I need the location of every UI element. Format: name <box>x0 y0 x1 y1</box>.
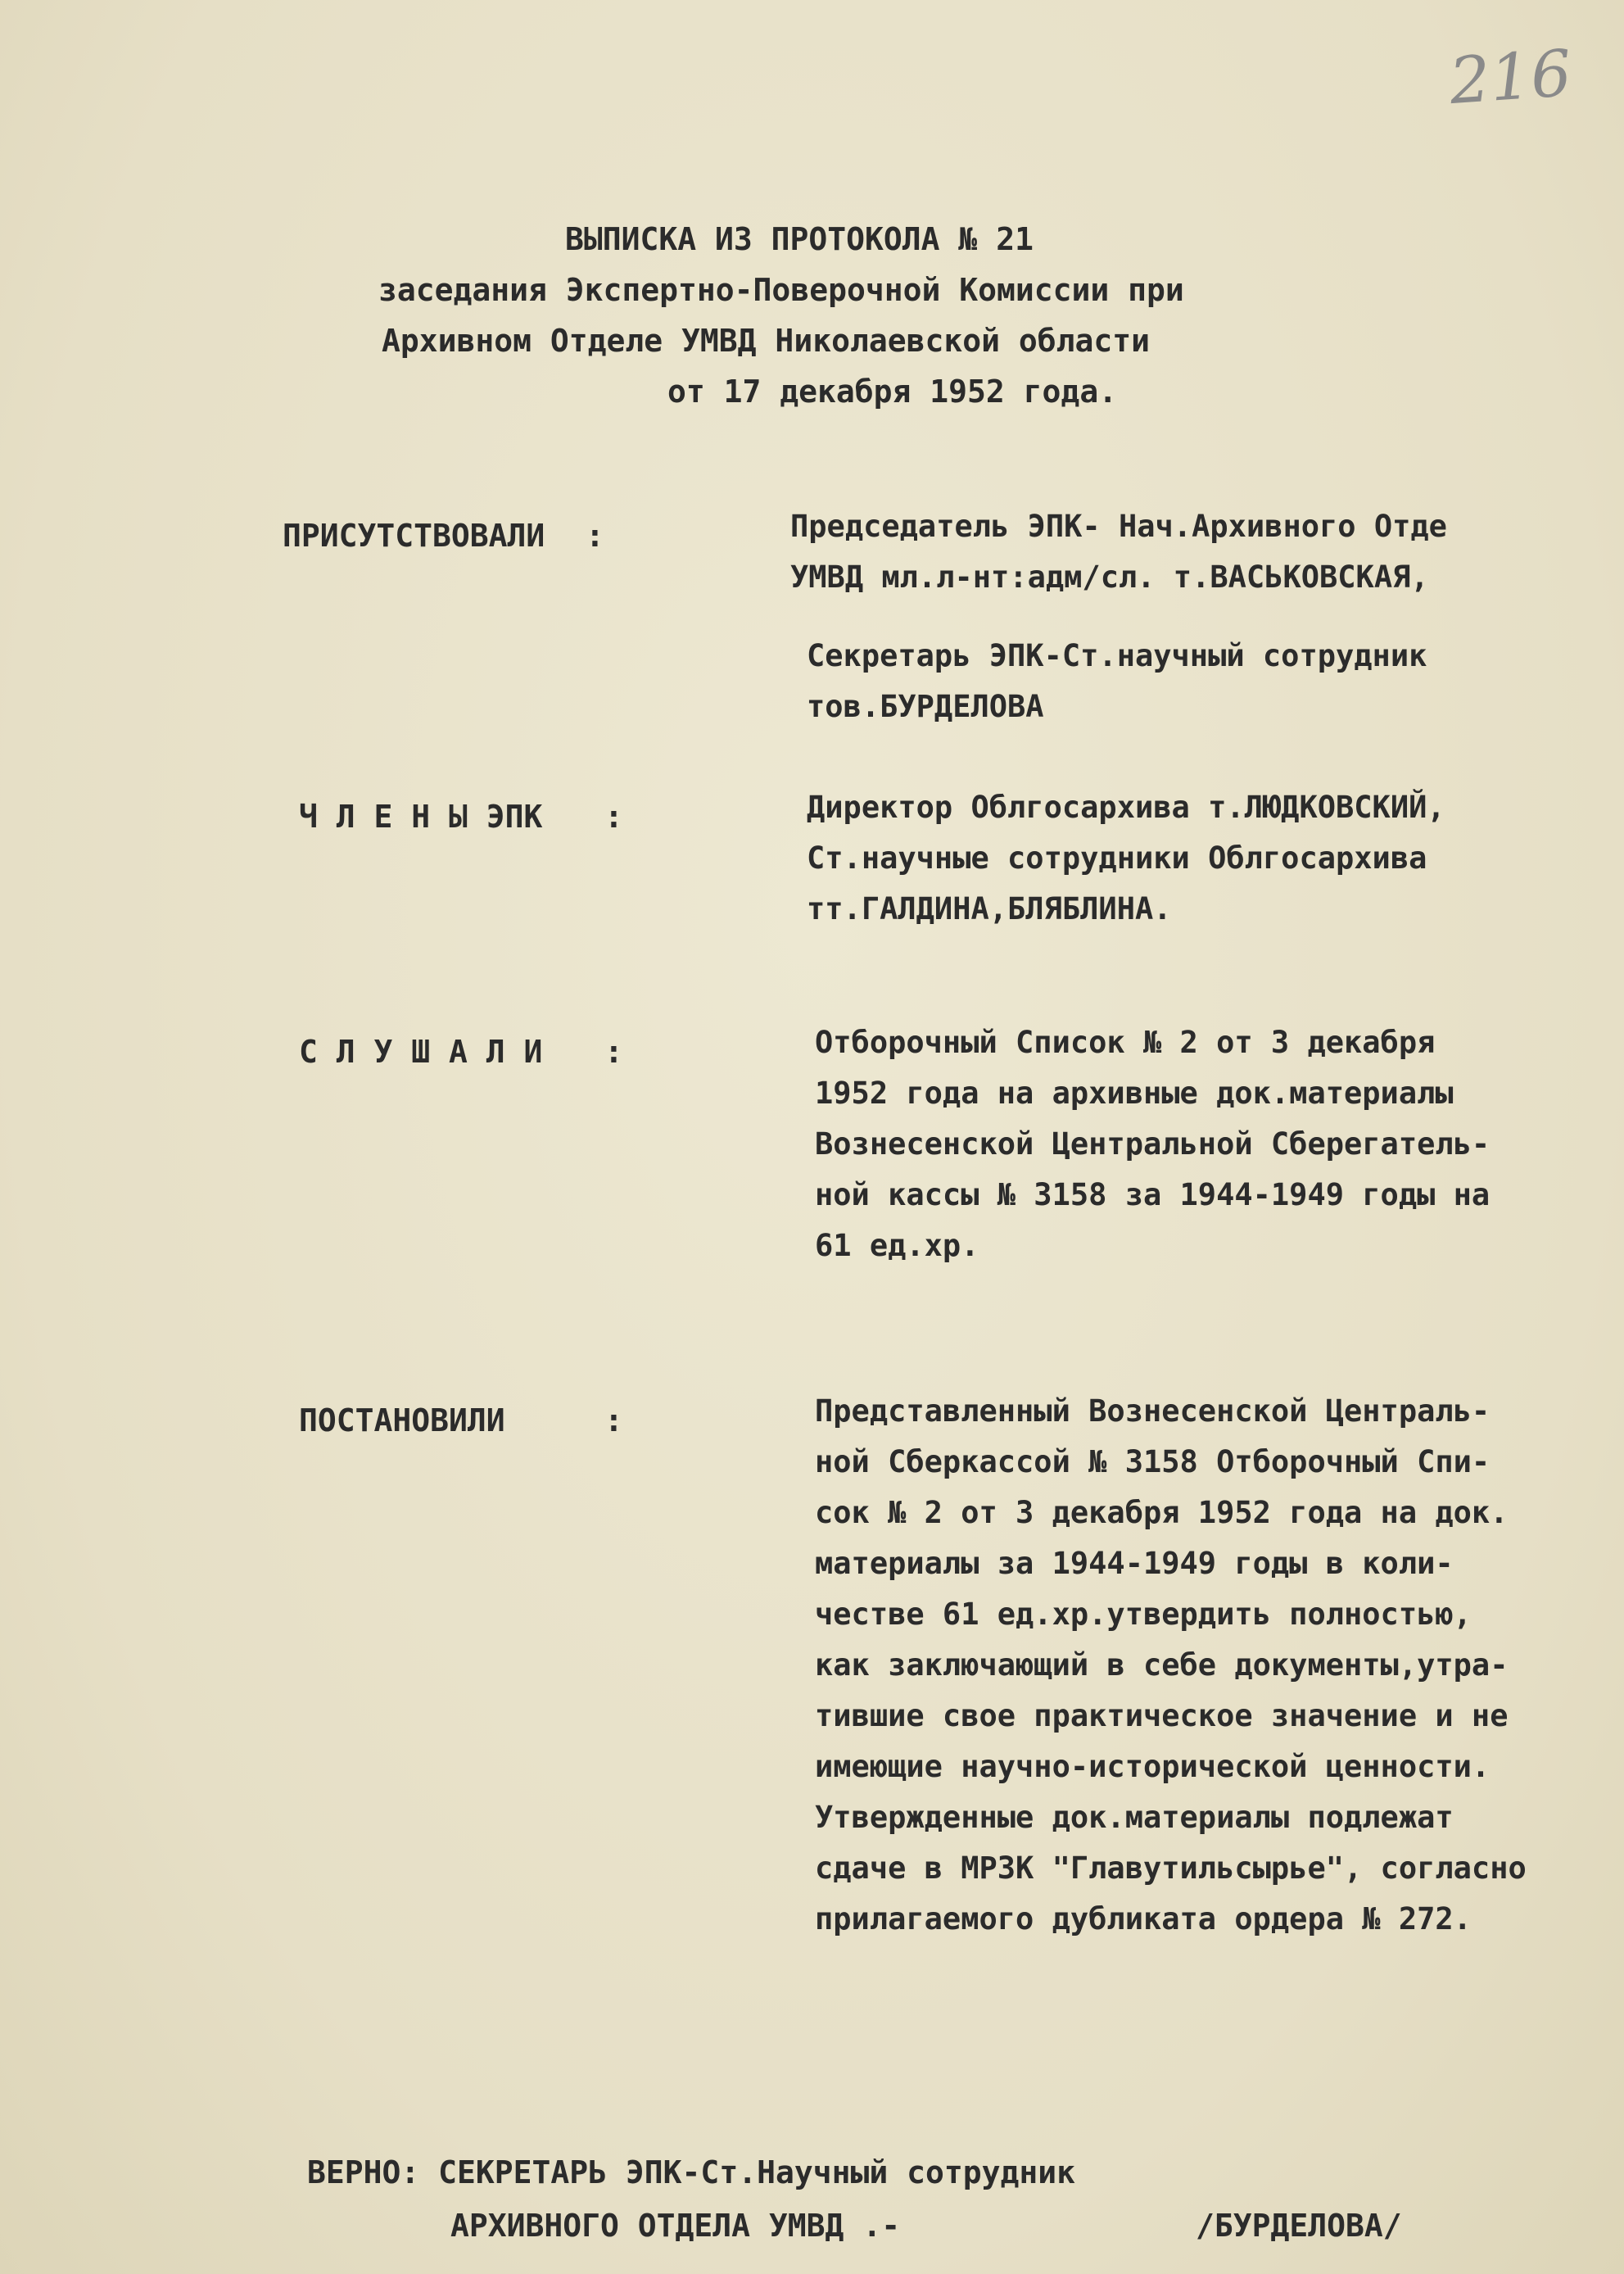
members-text: Директор Облгосархива т.ЛЮДКОВСКИЙ, Ст.научные сотрудники Облгосархива тт.ГАЛДИНА,БЛЯБЛИНА. <box>807 790 1445 926</box>
resolved-colon: : <box>604 1402 623 1438</box>
heard-colon: : <box>604 1034 623 1070</box>
resolved-text: Представленный Вознесенской Централь- ной Сберкассой № 3158 Отборочный Спи- сок № 2 от 3 декабря 1952 года на док. материалы за 1944-1949 годы в коли- честве 61 ед.хр.утвердить полностью, как заключающий в себе документы,утра- тившие свое практическое значение и не имеющие научно-исторической ценности. Утвержденные док.материалы подлежат сдаче в МРЗК "Главутильсырье", согласно прилагаемого дубликата ордера № 272. <box>815 1393 1527 1937</box>
document-title: ВЫПИСКА ИЗ ПРОТОКОЛА № 21 <box>565 221 1034 257</box>
header-date: от 17 декабря 1952 года. <box>667 374 1118 410</box>
resolved-label: ПОСТАНОВИЛИ <box>299 1402 505 1438</box>
present-chair-text: Председатель ЭПК- Нач.Архивного Отде УМВД мл.л-нт:адм/сл. т.ВАСЬКОВСКАЯ, <box>790 509 1447 595</box>
heard-label: С Л У Ш А Л И <box>299 1034 543 1070</box>
page-number: 216 <box>1447 36 1574 120</box>
header-line-2: заседания Экспертно-Поверочной Комиссии при <box>378 272 1184 308</box>
members-label: Ч Л Е Н Ы ЭПК <box>299 799 543 835</box>
footer-certification: ВЕРНО: СЕКРЕТАРЬ ЭПК-Ст.Научный сотрудник <box>307 2154 1075 2190</box>
present-label: ПРИСУТСТВОВАЛИ <box>283 518 545 554</box>
heard-text: Отборочный Список № 2 от 3 декабря 1952 года на архивные док.материалы Вознесенской Центральной Сберегатель- ной кассы № 3158 за 1944-1949 годы на 61 ед.хр. <box>815 1025 1491 1263</box>
present-colon: : <box>586 518 604 554</box>
footer-department: АРХИВНОГО ОТДЕЛА УМВД .- <box>450 2208 901 2244</box>
members-colon: : <box>604 799 623 835</box>
header-line-3: Архивном Отделе УМВД Николаевской области <box>382 323 1150 359</box>
footer-signature: /БУРДЕЛОВА/ <box>1196 2208 1402 2244</box>
present-secretary-text: Секретарь ЭПК-Ст.научный сотрудник тов.БУРДЕЛОВА <box>807 638 1427 724</box>
